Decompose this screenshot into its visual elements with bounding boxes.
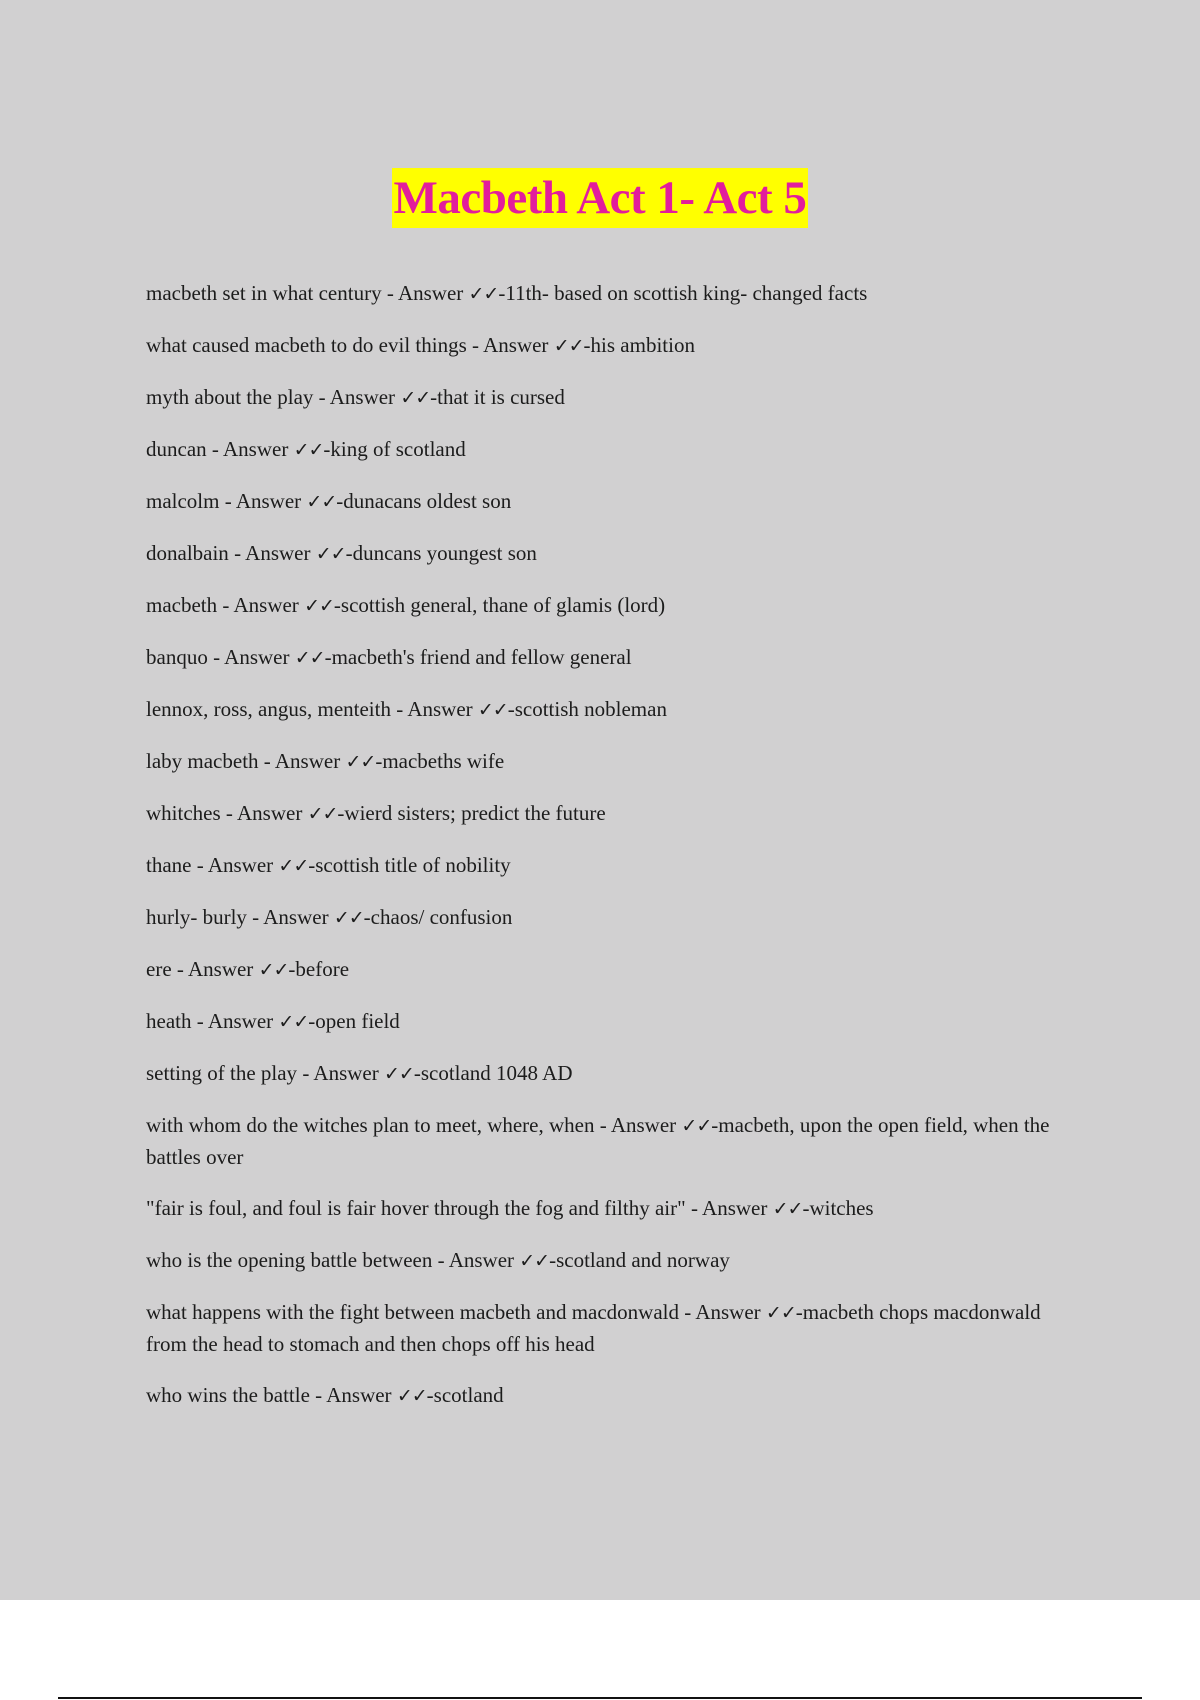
answer-marker: Answer — [695, 1300, 761, 1324]
answer-text: king of scotland — [330, 437, 466, 461]
answer-text: scotland — [433, 1383, 504, 1407]
list-item: laby macbeth - Answer ✓✓-macbeths wife — [146, 749, 505, 773]
question-text: what happens with the fight between macbeth and macdonwald — [146, 1300, 679, 1324]
answer-text: macbeth's friend and fellow general — [331, 645, 632, 669]
answer-text: 11th- based on scottish king- changed facts — [505, 281, 868, 305]
double-check-icon: ✓✓ — [772, 1198, 803, 1220]
question-text: duncan — [146, 437, 207, 461]
double-check-icon: ✓✓ — [383, 1063, 414, 1085]
question-text: ere — [146, 957, 172, 981]
question-text: lennox, ross, angus, menteith — [146, 697, 391, 721]
double-check-icon: ✓✓ — [765, 1302, 796, 1324]
double-check-icon: ✓✓ — [306, 491, 337, 513]
list-item: ere - Answer ✓✓-before — [146, 957, 350, 981]
answer-marker: Answer — [329, 385, 396, 409]
page-title: Macbeth Act 1- Act 5 — [392, 168, 809, 228]
double-check-icon: ✓✓ — [400, 387, 431, 409]
question-text: whitches — [146, 801, 221, 825]
question-text: macbeth — [146, 593, 218, 617]
double-check-icon: ✓✓ — [293, 439, 324, 461]
question-text: banquo — [146, 645, 208, 669]
list-item: thane - Answer ✓✓-scottish title of nobility — [146, 853, 511, 877]
double-check-icon: ✓✓ — [396, 1385, 427, 1407]
double-check-icon: ✓✓ — [333, 907, 364, 929]
list-item: "fair is foul, and foul is fair hover through the fog and filthy air" - Answer ✓✓-witches — [146, 1196, 874, 1220]
answer-marker: Answer — [263, 905, 329, 929]
answer-marker: Answer — [448, 1248, 515, 1272]
qa-list — [146, 278, 1066, 1432]
double-check-icon: ✓✓ — [278, 1011, 309, 1033]
question-text: macbeth set in what century — [146, 281, 382, 305]
answer-text: duncans youngest son — [352, 541, 537, 565]
answer-text: scotland and norway — [556, 1248, 730, 1272]
footer-divider — [58, 1697, 1142, 1699]
answer-text: scottish nobleman — [514, 697, 667, 721]
double-check-icon: ✓✓ — [304, 595, 334, 617]
question-text: myth about the play — [146, 385, 314, 409]
answer-marker: Answer — [313, 1061, 379, 1085]
answer-text: open field — [315, 1009, 400, 1033]
question-text: heath — [146, 1009, 192, 1033]
list-item: macbeth set in what century - Answer ✓✓-11th- based on scottish king- changed facts — [146, 281, 868, 305]
answer-marker: Answer — [245, 541, 311, 565]
question-text: what caused macbeth to do evil things — [146, 333, 467, 357]
list-item: donalbain - Answer ✓✓-duncans youngest son — [146, 541, 537, 565]
answer-text: macbeth chops macdonwald from the head to stomach and then chops off his head — [146, 1300, 1041, 1356]
list-item: lennox, ross, angus, menteith - Answer ✓✓-scottish nobleman — [146, 697, 667, 721]
list-item: duncan - Answer ✓✓-king of scotland — [146, 437, 466, 461]
answer-marker: Answer — [187, 957, 254, 981]
double-check-icon: ✓✓ — [307, 803, 338, 825]
list-item: heath - Answer ✓✓-open field — [146, 1009, 400, 1033]
list-item: hurly- burly - Answer ✓✓-chaos/ confusion — [146, 905, 513, 929]
list-item: whitches - Answer ✓✓-wierd sisters; predict the future — [146, 801, 606, 825]
answer-marker: Answer — [610, 1113, 677, 1137]
answer-marker: Answer — [233, 593, 299, 617]
question-text: setting of the play — [146, 1061, 298, 1085]
list-item: who wins the battle - Answer ✓✓-scotland — [146, 1383, 504, 1407]
double-check-icon: ✓✓ — [278, 855, 309, 877]
list-item: malcolm - Answer ✓✓-dunacans oldest son — [146, 489, 512, 513]
answer-text: that it is cursed — [437, 385, 565, 409]
double-check-icon: ✓✓ — [294, 647, 325, 669]
answer-text: scottish general, thane of glamis (lord) — [340, 593, 666, 617]
answer-marker: Answer — [207, 1009, 274, 1033]
question-text: with whom do the witches plan to meet, where, when — [146, 1113, 595, 1137]
question-text: thane — [146, 853, 192, 877]
question-text: donalbain — [146, 541, 229, 565]
double-check-icon: ✓✓ — [519, 1250, 550, 1272]
double-check-icon: ✓✓ — [468, 283, 499, 305]
double-check-icon: ✓✓ — [345, 751, 376, 773]
title-container — [0, 168, 1200, 228]
question-text: "fair is foul, and foul is fair hover through the fog and filthy air" — [146, 1196, 686, 1220]
double-check-icon: ✓✓ — [477, 699, 508, 721]
answer-text: dunacans oldest son — [343, 489, 512, 513]
question-text: who wins the battle — [146, 1383, 310, 1407]
double-check-icon: ✓✓ — [258, 959, 289, 981]
list-item: macbeth - Answer ✓✓-scottish general, thane of glamis (lord) — [146, 593, 666, 617]
answer-text: witches — [809, 1196, 874, 1220]
answer-marker: Answer — [397, 281, 464, 305]
list-item: banquo - Answer ✓✓-macbeth's friend and fellow general — [146, 645, 632, 669]
answer-marker: Answer — [223, 437, 289, 461]
question-text: who is the opening battle between — [146, 1248, 433, 1272]
list-item: with whom do the witches plan to meet, where, when - Answer ✓✓-macbeth, upon the open field, when the battles over — [146, 1113, 1050, 1169]
answer-text: macbeths wife — [382, 749, 505, 773]
answer-text: before — [295, 957, 350, 981]
double-check-icon: ✓✓ — [315, 543, 346, 565]
answer-text: scotland 1048 AD — [420, 1061, 573, 1085]
answer-text: scottish title of nobility — [315, 853, 511, 877]
list-item: myth about the play - Answer ✓✓-that it is cursed — [146, 385, 565, 409]
answer-text: chaos/ confusion — [370, 905, 513, 929]
question-text: laby macbeth — [146, 749, 259, 773]
list-item: setting of the play - Answer ✓✓-scotland 1048 AD — [146, 1061, 573, 1085]
answer-text: macbeth, upon the open field, when the battles over — [146, 1113, 1050, 1169]
answer-marker: Answer — [407, 697, 473, 721]
answer-marker: Answer — [326, 1383, 392, 1407]
question-text: malcolm — [146, 489, 220, 513]
list-item: what happens with the fight between macbeth and macdonwald - Answer ✓✓-macbeth chops macdonwald from the head to stomach and then chops off his head — [146, 1300, 1041, 1356]
double-check-icon: ✓✓ — [681, 1115, 712, 1137]
question-text: hurly- burly — [146, 905, 247, 929]
answer-marker: Answer — [207, 853, 274, 877]
answer-marker: Answer — [274, 749, 341, 773]
answer-marker: Answer — [224, 645, 290, 669]
answer-marker: Answer — [702, 1196, 768, 1220]
list-item: who is the opening battle between - Answer ✓✓-scotland and norway — [146, 1248, 730, 1272]
answer-text: his ambition — [590, 333, 695, 357]
list-item: what caused macbeth to do evil things - Answer ✓✓-his ambition — [146, 333, 695, 357]
answer-text: wierd sisters; predict the future — [344, 801, 606, 825]
answer-marker: Answer — [483, 333, 549, 357]
double-check-icon: ✓✓ — [553, 335, 584, 357]
answer-marker: Answer — [237, 801, 303, 825]
answer-marker: Answer — [235, 489, 302, 513]
